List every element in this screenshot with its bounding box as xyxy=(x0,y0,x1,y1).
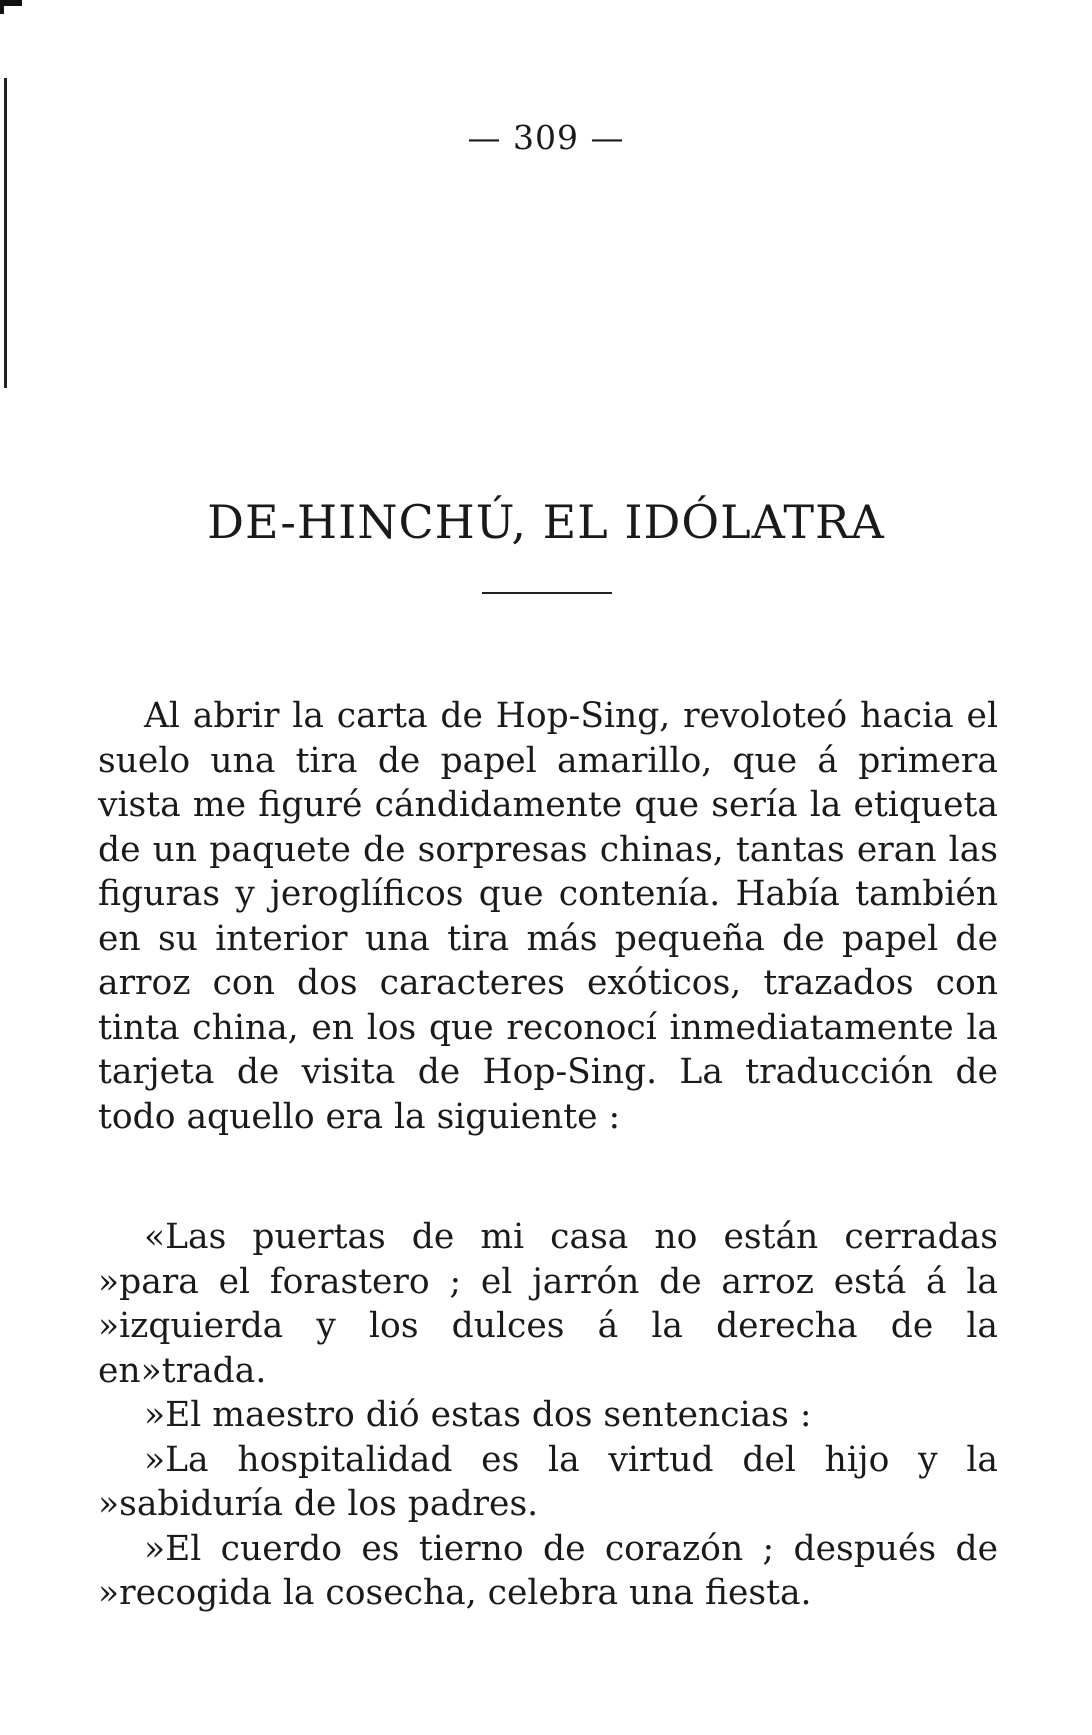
quote-paragraph: »El maestro dió estas dos sentencias : xyxy=(144,1395,812,1435)
scan-corner-mark xyxy=(0,0,22,14)
body-paragraph: Al abrir la carta de Hop-Sing, revoloteó hacia el suelo una tira de papel amarillo, que á primera vista me figuré cándidamente que sería la etiqueta de un paquete de sorpresas chinas, tantas eran las figuras y jeroglíficos que contenía. Había también en su interior una tira más pequeña de papel de arroz con dos caracteres exóticos, trazados con tinta china, en los que reconocí inmediatamente la tarjeta de visita de Hop-Sing. La traducción de todo aquello era la siguiente : xyxy=(98,696,998,1137)
quoted-card-text xyxy=(98,1215,998,1616)
quote-paragraph: »El cuerdo es tierno de corazón ; después de »recogida la cosecha, celebra una fiesta. xyxy=(98,1528,998,1613)
quote-paragraph: »La hospitalidad es la virtud del hijo y la »sabiduría de los padres. xyxy=(98,1439,998,1524)
page-number: — 309 — xyxy=(467,118,625,157)
title-divider xyxy=(482,592,612,594)
quote-paragraph: «Las puertas de mi casa no están cerradas »para el forastero ; el jarrón de arroz está á la »izquierda y los dulces á la derecha de la en»trada. xyxy=(98,1217,998,1391)
chapter-title: DE-HINCHÚ, EL IDÓLATRA xyxy=(207,495,885,549)
